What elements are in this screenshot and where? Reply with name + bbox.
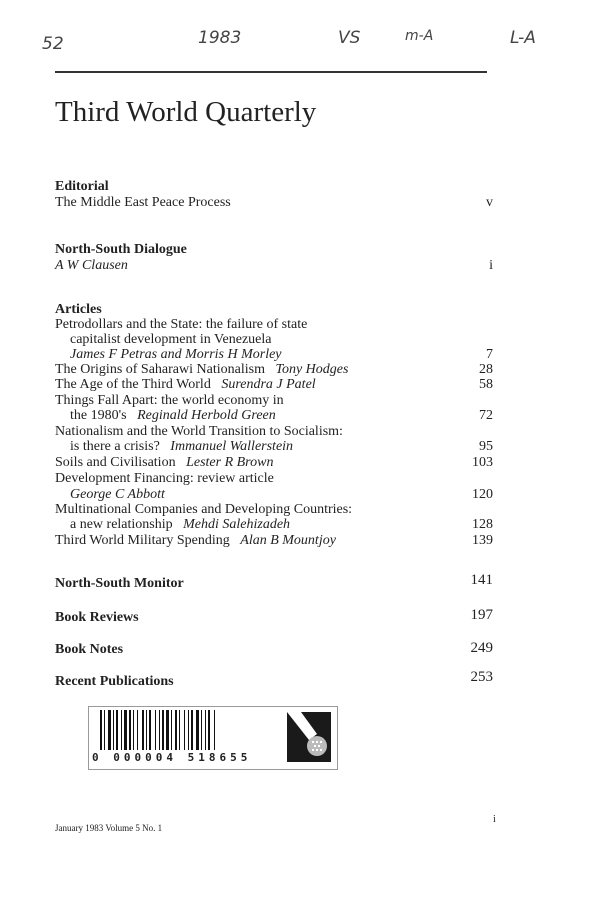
page-number: i xyxy=(493,814,496,825)
toc-page-number: 139 xyxy=(472,533,493,548)
toc-entry-title: Soils and Civilisation xyxy=(55,455,176,470)
toc-entry-author: Tony Hodges xyxy=(275,362,349,377)
toc-page-number: 128 xyxy=(472,517,493,532)
journal-title: Third World Quarterly xyxy=(55,96,317,128)
barcode-bar xyxy=(116,710,118,750)
barcode-bar xyxy=(191,710,193,750)
toc-entry-author: Immanuel Wallerstein xyxy=(170,439,294,454)
header-rule xyxy=(55,71,487,73)
toc-entry-title: a new relationship xyxy=(70,517,173,532)
barcode-bar xyxy=(162,710,164,750)
handwritten-note: VS xyxy=(338,28,361,48)
toc-entry xyxy=(55,377,316,393)
section-heading-articles: Articles xyxy=(55,302,102,317)
handwritten-year: 1983 xyxy=(198,28,242,48)
barcode-bar xyxy=(129,710,131,750)
barcode-bar xyxy=(196,710,199,750)
barcode-bar xyxy=(146,710,147,750)
toc-entry xyxy=(55,362,348,378)
handwritten-note: L-A xyxy=(510,28,536,48)
section-heading-editorial: Editorial xyxy=(55,179,109,194)
toc-entry xyxy=(70,439,293,455)
toc-entry-author: George C Abbott xyxy=(70,487,165,502)
barcode-bar xyxy=(175,710,177,750)
toc-entry-author: Surendra J Patel xyxy=(221,377,316,392)
issue-info: January 1983 Volume 5 No. 1 xyxy=(55,823,163,833)
toc-entry-author: Reginald Herbold Green xyxy=(137,408,276,423)
toc-entry-title: The Age of the Third World xyxy=(55,377,211,392)
barcode-bar xyxy=(171,710,172,750)
toc-entry-title: capitalist development in Venezuela xyxy=(70,332,272,347)
toc-entry-author: A W Clausen xyxy=(55,258,128,273)
handwritten-note: 52 xyxy=(42,34,64,54)
barcode-bar xyxy=(137,710,138,750)
toc-page-number: 103 xyxy=(472,455,493,470)
barcode-bar xyxy=(104,710,105,750)
barcode-bar xyxy=(155,710,156,750)
toc-entry-title: Things Fall Apart: the world economy in xyxy=(55,393,284,408)
barcode-bar xyxy=(179,710,180,750)
toc-entry-title: Petrodollars and the State: the failure of state xyxy=(55,317,308,332)
toc-page-number: 7 xyxy=(486,347,493,362)
toc-entry xyxy=(55,455,273,471)
barcode-bar xyxy=(113,710,114,750)
section-recent-publications: Recent Publications xyxy=(55,674,174,689)
handwritten-note: m-A xyxy=(405,28,434,44)
toc-page-number: i xyxy=(489,258,493,273)
barcode-bars xyxy=(100,710,270,750)
section-heading-dialogue: North-South Dialogue xyxy=(55,242,187,257)
barcode-bar xyxy=(149,710,151,750)
toc-entry-title: The Origins of Saharawi Nationalism xyxy=(55,362,265,377)
toc-page-number: 95 xyxy=(479,439,493,454)
toc-entry-author: Mehdi Salehizadeh xyxy=(183,517,291,532)
barcode-bar xyxy=(214,710,215,750)
toc-entry-title: the 1980's xyxy=(70,408,127,423)
barcode-bar xyxy=(124,710,127,750)
barcode-bar xyxy=(166,710,169,750)
toc-entry-title: Development Financing: review article xyxy=(55,471,274,486)
barcode-bar xyxy=(142,710,144,750)
toc-entry-author: Alan B Mountjoy xyxy=(240,533,336,548)
toc-entry xyxy=(70,408,276,424)
toc-entry-author: Lester R Brown xyxy=(186,455,274,470)
toc-page-number: 28 xyxy=(479,362,493,377)
toc-entry-title: Third World Military Spending xyxy=(55,533,230,548)
toc-page-number: v xyxy=(486,195,493,210)
barcode-bar xyxy=(205,710,206,750)
toc-page-number: 58 xyxy=(479,377,493,392)
toc-entry-title: Nationalism and the World Transition to Socialism: xyxy=(55,424,343,439)
toc-entry-title: The Middle East Peace Process xyxy=(55,195,231,210)
toc-entry xyxy=(70,517,290,533)
toc-page-number: 197 xyxy=(470,607,493,623)
toc-page-number: 141 xyxy=(470,572,493,588)
barcode-digits: 0 000004 518655 xyxy=(92,751,252,764)
barcode-bar xyxy=(133,710,134,750)
toc-page-number: 120 xyxy=(472,487,493,502)
toc-entry-title: Multinational Companies and Developing Countries: xyxy=(55,502,353,517)
section-book-reviews: Book Reviews xyxy=(55,610,139,625)
barcode-bar xyxy=(108,710,111,750)
toc-page-number: 253 xyxy=(470,669,493,685)
section-book-notes: Book Notes xyxy=(55,642,124,657)
barcode-bar xyxy=(188,710,189,750)
barcode xyxy=(88,706,338,770)
toc-entry xyxy=(55,533,336,549)
toc-page-number: 249 xyxy=(470,640,493,656)
barcode-bar xyxy=(208,710,210,750)
toc-entry-author: James F Petras and Morris H Morley xyxy=(70,347,282,362)
toc-page-number: 72 xyxy=(479,408,493,423)
publisher-logo-icon xyxy=(287,712,331,762)
section-north-south-monitor: North-South Monitor xyxy=(55,576,184,591)
barcode-bar xyxy=(159,710,160,750)
barcode-bar xyxy=(100,710,102,750)
toc-entry-title: is there a crisis? xyxy=(70,439,160,454)
barcode-bar xyxy=(121,710,122,750)
barcode-bar xyxy=(184,710,185,750)
barcode-bar xyxy=(201,710,202,750)
